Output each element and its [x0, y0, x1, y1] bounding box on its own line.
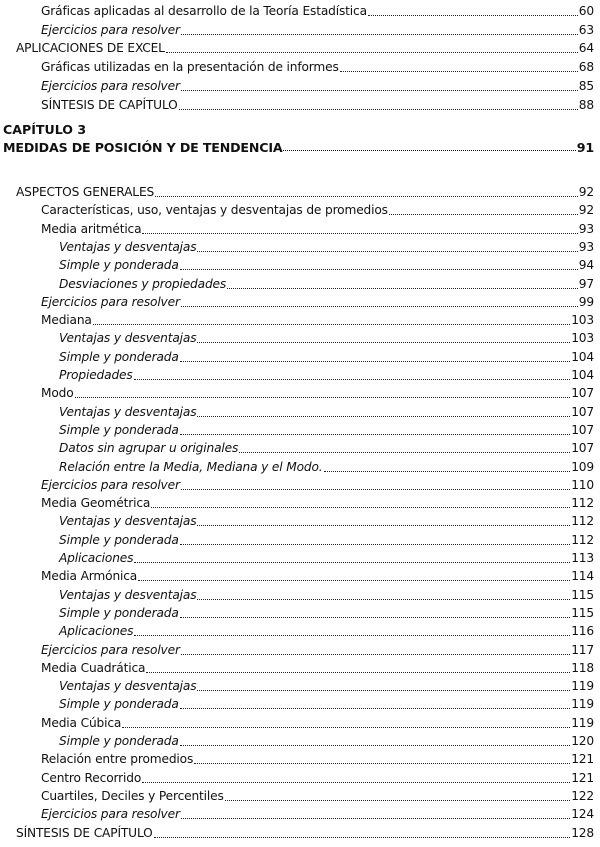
- toc-entry: [59, 420, 594, 438]
- toc-entry: [41, 219, 594, 237]
- toc-entry: [59, 255, 594, 273]
- toc-entry-page: 109: [571, 459, 594, 474]
- toc-entry-title: SÍNTESIS DE CAPÍTULO: [16, 825, 153, 840]
- toc-entry-title: Simple y ponderada: [59, 605, 179, 620]
- toc-entry-title: Ejercicios para resolver: [41, 78, 180, 93]
- toc-entry: [59, 585, 594, 603]
- dot-leader: [180, 434, 570, 435]
- toc-entry-page: 119: [571, 715, 594, 730]
- dot-leader: [166, 52, 578, 53]
- toc-entry: [41, 76, 594, 94]
- chapter-main-entry: [3, 137, 594, 155]
- toc-entry-title: Características, uso, ventajas y desventajas de promedios: [41, 203, 388, 218]
- toc-entry-page: 107: [571, 422, 594, 437]
- toc-entry-page: 117: [571, 642, 594, 657]
- toc-entry-title: Ventajas y desventajas: [59, 239, 197, 254]
- toc-entry: [41, 200, 594, 218]
- toc-entry-title: Aplicaciones: [59, 551, 134, 565]
- toc-entry: [41, 1, 594, 19]
- toc-entry-title: Cuartiles, Deciles y Percentiles: [41, 788, 224, 803]
- dot-leader: [340, 71, 578, 72]
- toc-entry-title: Media Armónica: [41, 569, 138, 584]
- toc-entry-page: 107: [571, 386, 594, 401]
- toc-entry-page: 97: [578, 276, 594, 291]
- toc-entry: [59, 731, 594, 749]
- toc-entry: [59, 548, 594, 566]
- toc-entry-page: 120: [571, 734, 594, 748]
- toc-entry-page: 64: [578, 41, 594, 56]
- toc-entry-title: Media Cúbica: [41, 715, 122, 730]
- toc-entry: [41, 292, 594, 310]
- dot-leader: [154, 837, 571, 838]
- toc-entry: [59, 530, 594, 548]
- toc-entry-title: Simple y ponderada: [59, 258, 179, 273]
- toc-entry-page: 60: [578, 4, 594, 18]
- toc-entry-title: Gráficas utilizadas en la presentación de informes: [41, 60, 339, 75]
- toc-entry: [41, 20, 594, 38]
- toc-entry: [41, 566, 594, 584]
- toc-entry-title: Aplicaciones: [59, 624, 134, 639]
- chapter-main-title: MEDIDAS DE POSICIÓN Y DE TENDENCIA: [3, 140, 283, 155]
- toc-entry: [41, 475, 594, 493]
- dot-leader: [368, 15, 578, 16]
- toc-entry-page: 104: [571, 349, 594, 364]
- toc-entry: [59, 347, 594, 365]
- dot-leader: [227, 288, 578, 289]
- toc-entry-page: 121: [571, 770, 594, 785]
- toc-entry: [41, 310, 594, 328]
- toc-entry: [59, 694, 594, 712]
- toc-entry-title: Simple y ponderada: [59, 422, 179, 437]
- toc-entry-page: 88: [578, 97, 594, 112]
- toc-entry: [41, 749, 594, 767]
- toc-entry-title: Simple y ponderada: [59, 532, 179, 547]
- dot-leader: [146, 672, 570, 673]
- toc-entry-page: 122: [571, 788, 594, 803]
- dot-leader: [197, 416, 570, 417]
- toc-entry: [16, 38, 594, 56]
- toc-entry: [59, 457, 594, 475]
- dot-leader: [180, 544, 570, 545]
- toc-entry-title: Ventajas y desventajas: [59, 331, 197, 346]
- toc-entry: [59, 365, 594, 383]
- toc-entry-title: Ejercicios para resolver: [41, 807, 180, 822]
- toc-entry-page: 115: [571, 587, 594, 602]
- toc-entry-page: 92: [578, 185, 594, 199]
- toc-entry: [41, 640, 594, 658]
- toc-entry-page: 121: [571, 752, 594, 767]
- toc-entry-page: 104: [571, 368, 594, 382]
- toc-entry-page: 85: [578, 78, 594, 93]
- dot-leader: [180, 708, 570, 709]
- dot-leader: [134, 562, 570, 563]
- dot-leader: [93, 324, 570, 325]
- dot-leader: [134, 379, 571, 380]
- toc-entry-page: 94: [578, 258, 594, 273]
- toc-entry: [59, 237, 594, 255]
- toc-entry-title: Ejercicios para resolver: [41, 22, 180, 37]
- dot-leader: [142, 782, 570, 783]
- dot-leader: [75, 397, 571, 398]
- toc-entry: [41, 713, 594, 731]
- toc-entry-page: 112: [571, 514, 594, 529]
- toc-entry-title: Datos sin agrupar u originales: [59, 441, 239, 456]
- toc-entry: [41, 658, 594, 676]
- dot-leader: [283, 150, 575, 151]
- dot-leader: [142, 233, 577, 234]
- toc-entry-title: Ventajas y desventajas: [59, 404, 197, 419]
- toc-entry-page: 119: [571, 697, 594, 712]
- toc-entry-title: Media aritmética: [41, 221, 142, 236]
- toc-entry-title: Media Geométrica: [41, 496, 151, 511]
- toc-entry-page: 107: [571, 404, 594, 419]
- dot-leader: [181, 34, 578, 35]
- toc-entry-page: 63: [578, 22, 594, 37]
- toc-entry-title: Propiedades: [59, 368, 133, 382]
- dot-leader: [179, 109, 578, 110]
- dot-leader: [181, 489, 570, 490]
- toc-entry-page: 116: [571, 624, 594, 639]
- toc-entry: [41, 768, 594, 786]
- chapter-main-page: 91: [576, 140, 594, 155]
- toc-entry-page: 114: [571, 569, 594, 584]
- toc-entry: [59, 511, 594, 529]
- dot-leader: [197, 690, 570, 691]
- dot-leader: [197, 525, 570, 526]
- toc-entry-page: 103: [571, 313, 594, 328]
- toc-entry-title: Relación entre la Media, Mediana y el Modo.: [59, 459, 323, 474]
- toc-entry-page: 68: [578, 60, 594, 75]
- dot-leader: [181, 818, 570, 819]
- toc-entry-title: Ventajas y desventajas: [59, 679, 197, 694]
- toc-entry: [59, 328, 594, 346]
- toc-entry-page: 92: [578, 203, 594, 218]
- dot-leader: [239, 452, 570, 453]
- toc-entry: [16, 182, 594, 200]
- toc-entry-title: Gráficas aplicadas al desarrollo de la Teoría Estadística: [41, 4, 367, 18]
- dot-leader: [134, 635, 570, 636]
- toc-entry-page: 115: [571, 605, 594, 620]
- toc-entry-title: Simple y ponderada: [59, 734, 179, 748]
- dot-leader: [151, 507, 570, 508]
- toc-entry-title: Simple y ponderada: [59, 349, 179, 364]
- toc-entry: [41, 57, 594, 75]
- toc-entry: [41, 95, 594, 113]
- toc-entry: [16, 823, 594, 841]
- toc-entry-page: 128: [571, 825, 594, 840]
- dot-leader: [181, 90, 578, 91]
- toc-entry-page: 93: [578, 221, 594, 236]
- dot-leader: [225, 800, 570, 801]
- toc-entry: [59, 603, 594, 621]
- toc-entry-page: 113: [571, 551, 594, 565]
- toc-entry-page: 119: [571, 679, 594, 694]
- toc-entry: [41, 804, 594, 822]
- dot-leader: [180, 269, 578, 270]
- dot-leader: [181, 654, 570, 655]
- toc-entry: [59, 274, 594, 292]
- toc-entry-title: SÍNTESIS DE CAPÍTULO: [41, 97, 178, 112]
- toc-entry-title: ASPECTOS GENERALES: [16, 185, 155, 199]
- dot-leader: [180, 361, 570, 362]
- toc-entry-title: Centro Recorrido: [41, 770, 142, 785]
- toc-entry-page: 124: [571, 807, 594, 822]
- toc-entry: [41, 493, 594, 511]
- toc-entry: [59, 621, 594, 639]
- dot-leader: [180, 745, 570, 746]
- toc-entry-page: 112: [571, 532, 594, 547]
- toc-entry-page: 118: [571, 660, 594, 675]
- dot-leader: [138, 580, 570, 581]
- toc-entry-title: Ventajas y desventajas: [59, 514, 197, 529]
- toc-entry-page: 112: [571, 496, 594, 511]
- dot-leader: [194, 763, 570, 764]
- dot-leader: [122, 727, 570, 728]
- chapter-heading: CAPÍTULO 3: [3, 122, 87, 137]
- toc-entry-title: Relación entre promedios: [41, 752, 194, 767]
- dot-leader: [324, 471, 571, 472]
- toc-entry-title: APLICACIONES DE EXCEL: [16, 41, 165, 56]
- dot-leader: [180, 617, 570, 618]
- toc-entry-title: Simple y ponderada: [59, 697, 179, 712]
- dot-leader: [197, 342, 570, 343]
- toc-entry-title: Desviaciones y propiedades: [59, 276, 227, 291]
- dot-leader: [197, 251, 577, 252]
- dot-leader: [197, 599, 570, 600]
- toc-entry: [59, 438, 594, 456]
- toc-entry-title: Ejercicios para resolver: [41, 642, 180, 657]
- toc-entry-page: 93: [578, 239, 594, 254]
- toc-entry-page: 107: [571, 441, 594, 456]
- toc-entry-title: Ventajas y desventajas: [59, 587, 197, 602]
- toc-entry-page: 103: [571, 331, 594, 346]
- dot-leader: [181, 306, 578, 307]
- toc-entry-title: Media Cuadrática: [41, 660, 146, 675]
- toc-entry-title: Mediana: [41, 313, 92, 328]
- toc-entry: [59, 676, 594, 694]
- dot-leader: [155, 196, 578, 197]
- toc-entry-page: 110: [571, 477, 594, 492]
- toc-entry: [41, 786, 594, 804]
- dot-leader: [389, 214, 578, 215]
- toc-entry-title: Ejercicios para resolver: [41, 477, 180, 492]
- toc-entry: [41, 383, 594, 401]
- toc-entry-page: 99: [578, 294, 594, 309]
- toc-entry-title: Modo: [41, 386, 74, 401]
- toc-entry: [59, 402, 594, 420]
- toc-entry-title: Ejercicios para resolver: [41, 294, 180, 309]
